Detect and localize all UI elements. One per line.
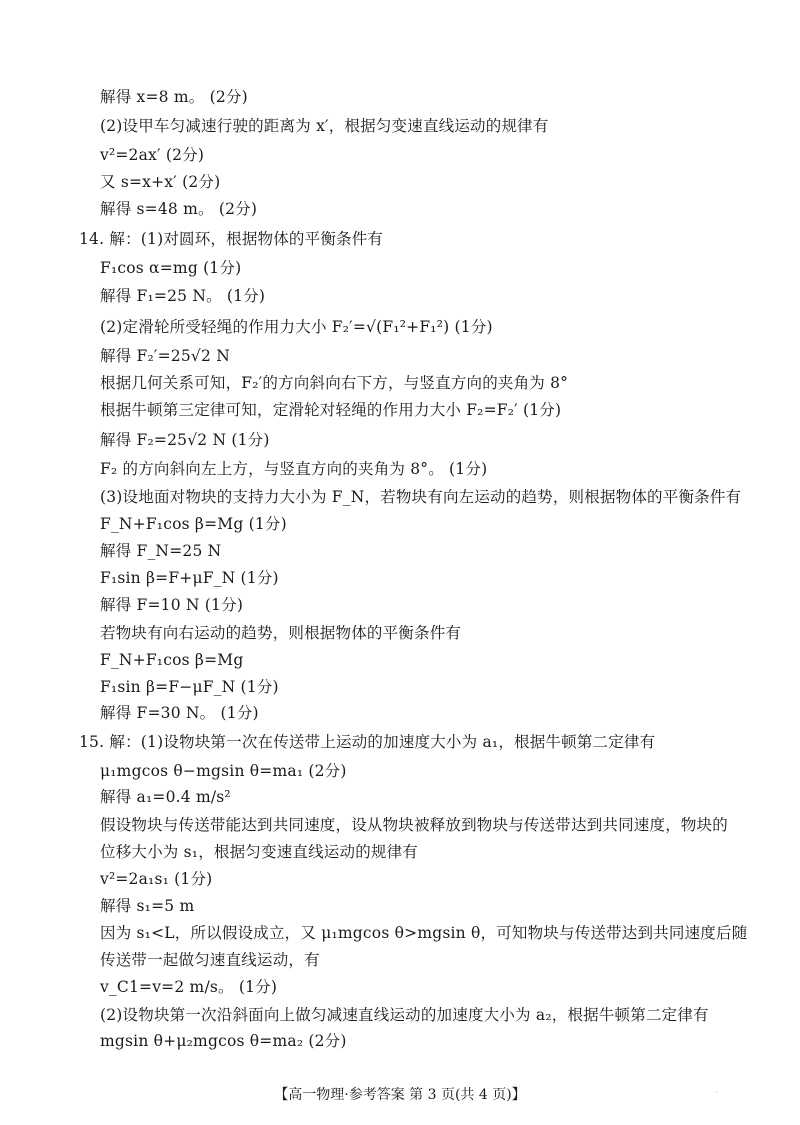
page-footer: 【高一物理·参考答案 第 3 页(共 4 页)】 bbox=[274, 1087, 526, 1103]
text-line: 位移大小为 s₁，根据匀变速直线运动的规律有 bbox=[100, 843, 418, 861]
text-line: 解得 a₁=0.4 m/s² bbox=[100, 788, 231, 806]
text-line: F₂ 的方向斜向左上方，与竖直方向的夹角为 8°。 (1分) bbox=[100, 460, 488, 478]
text-line: 解得 x=8 m。 (2分) bbox=[100, 88, 248, 106]
text-line: F₁sin β=F−μF_N (1分) bbox=[100, 678, 279, 696]
text-line: 又 s=x+x′ (2分) bbox=[100, 173, 221, 191]
text-line: 解得 F_N=25 N bbox=[100, 542, 222, 560]
text-line: 解得 F₁=25 N。 (1分) bbox=[100, 287, 266, 305]
text-line: 解得 F₂′=25√2 N bbox=[100, 347, 230, 365]
text-line: 解得 s₁=5 m bbox=[100, 897, 195, 915]
text-line: 解得 F₂=25√2 N (1分) bbox=[100, 431, 270, 449]
text-line: F_N+F₁cos β=Mg (1分) bbox=[100, 515, 287, 533]
text-line: v²=2a₁s₁ (1分) bbox=[100, 870, 213, 888]
text-line: μ₁mgcos θ−mgsin θ=ma₁ (2分) bbox=[100, 762, 347, 780]
scan-mark: · bbox=[715, 1088, 719, 1099]
text-line: mgsin θ+μ₂mgcos θ=ma₂ (2分) bbox=[100, 1032, 347, 1050]
text-line: 假设物块与传送带能达到共同速度，设从物块被释放到物块与传送带达到共同速度，物块的 bbox=[100, 816, 729, 834]
text-line: F₁cos α=mg (1分) bbox=[100, 259, 242, 277]
text-line: 根据牛顿第三定律可知，定滑轮对轻绳的作用力大小 F₂=F₂′ (1分) bbox=[100, 401, 562, 419]
text-line: (2)定滑轮所受轻绳的作用力大小 F₂′=√(F₁²+F₁²) (1分) bbox=[100, 318, 493, 336]
text-line: 解得 s=48 m。 (2分) bbox=[100, 200, 258, 218]
text-line: (2)设物块第一次沿斜面向上做匀减速直线运动的加速度大小为 a₂，根据牛顿第二定律有 bbox=[100, 1006, 709, 1024]
text-line: 因为 s₁<L，所以假设成立，又 μ₁mgcos θ>mgsin θ，可知物块与传送带达到共同速度后随 bbox=[100, 924, 748, 942]
text-line: F_N+F₁cos β=Mg bbox=[100, 651, 244, 669]
text-line: v²=2ax′ (2分) bbox=[100, 146, 205, 164]
text-line: 解得 F=30 N。 (1分) bbox=[100, 704, 259, 722]
text-line: 若物块有向右运动的趋势，则根据物体的平衡条件有 bbox=[100, 624, 462, 642]
text-line: F₁sin β=F+μF_N (1分) bbox=[100, 569, 279, 587]
text-line: 根据几何关系可知，F₂′的方向斜向右下方，与竖直方向的夹角为 8° bbox=[100, 374, 569, 392]
text-line: 15. 解：(1)设物块第一次在传送带上运动的加速度大小为 a₁，根据牛顿第二定律有 bbox=[79, 733, 656, 751]
text-line: 14. 解：(1)对圆环，根据物体的平衡条件有 bbox=[79, 230, 384, 248]
text-line: (3)设地面对物块的支持力大小为 F_N，若物块有向左运动的趋势，则根据物体的平衡条件有 bbox=[100, 488, 742, 506]
text-line: v_C1=v=2 m/s。 (1分) bbox=[100, 978, 278, 996]
text-line: 传送带一起做匀速直线运动，有 bbox=[100, 951, 320, 969]
text-line: 解得 F=10 N (1分) bbox=[100, 596, 244, 614]
text-line: (2)设甲车匀减速行驶的距离为 x′，根据匀变速直线运动的规律有 bbox=[100, 117, 549, 135]
